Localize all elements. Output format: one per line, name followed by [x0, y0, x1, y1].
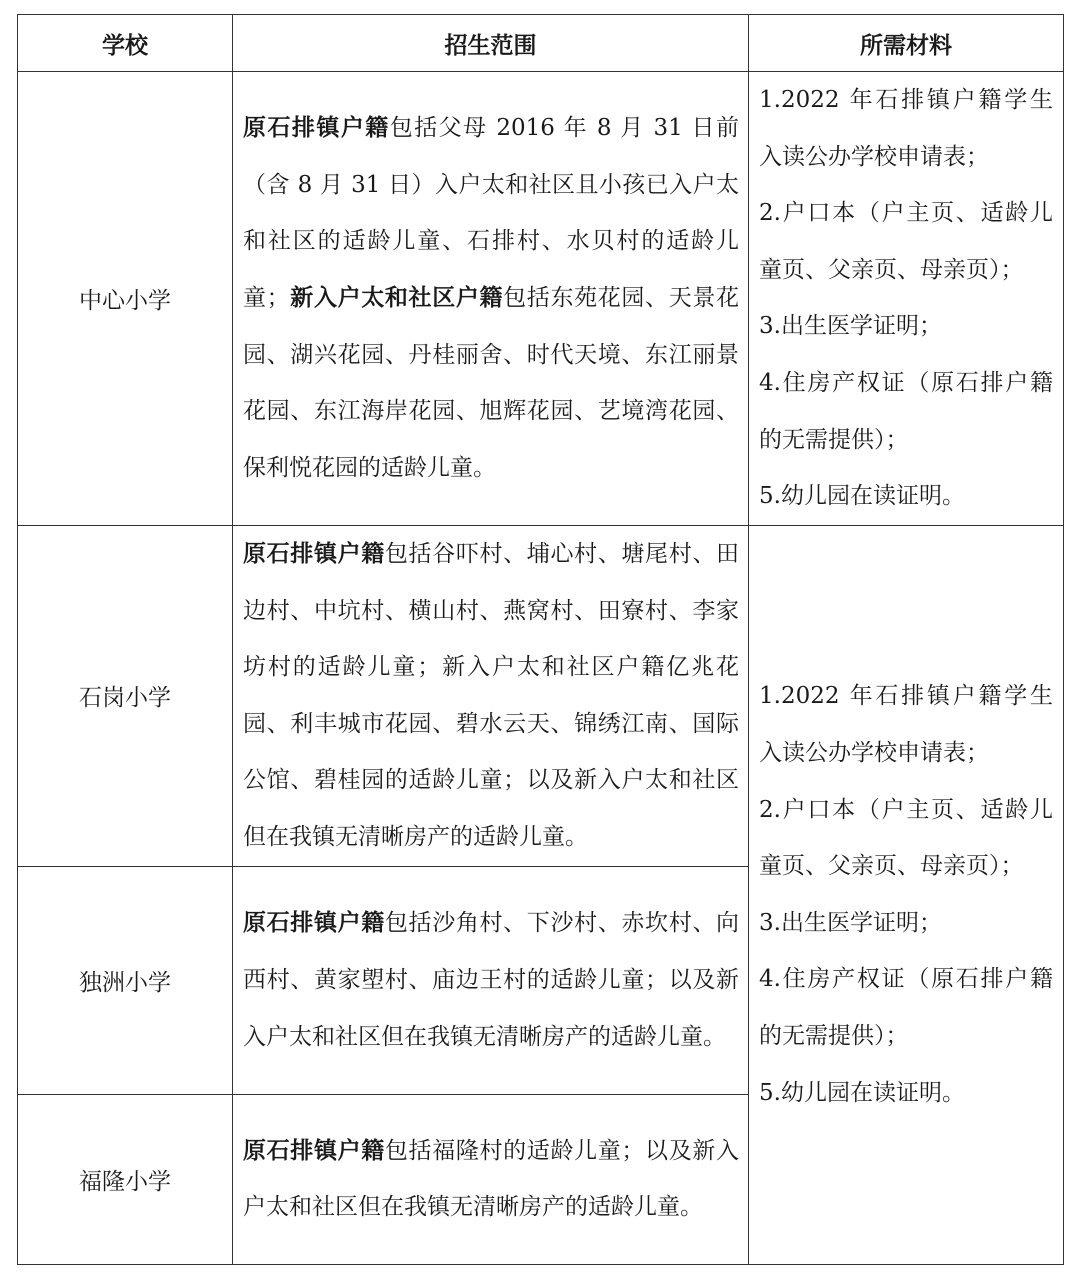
material-item: 4.住房产权证（原石排户籍的无需提供）；	[759, 966, 1053, 1049]
bold-term: 原石排镇户籍	[243, 1136, 385, 1164]
enrollment-range	[233, 525, 749, 866]
material-item: 5.幼儿园在读证明。	[759, 1079, 965, 1106]
enrollment-table	[17, 14, 1064, 1265]
header-range: 招生范围	[233, 15, 749, 72]
school-name: 石岗小学	[18, 525, 233, 866]
material-item: 1.2022 年石排镇户籍学生入读公办学校申请表；	[759, 87, 1053, 170]
enrollment-range	[233, 866, 749, 1094]
bold-term: 原石排镇户籍	[243, 909, 385, 937]
material-item: 3.出生医学证明；	[759, 909, 942, 936]
school-name: 中心小学	[18, 72, 233, 526]
range-text: 包括父母 2016 年 8 月 31 日前（含 8 月 31 日）入户太和社区且小孩已入户太和社区的适龄儿童、石排村、水贝村的适龄儿童；	[243, 115, 739, 312]
materials-cell	[749, 72, 1064, 526]
header-materials: 所需材料	[749, 15, 1064, 72]
enrollment-range	[233, 1094, 749, 1264]
bold-term: 原石排镇户籍	[243, 539, 385, 567]
table-row	[18, 72, 1064, 526]
header-school: 学校	[18, 15, 233, 72]
bold-term: 新入户太和社区户籍	[289, 284, 504, 312]
range-text: 包括东苑花园、天景花园、湖兴花园、丹桂丽舍、时代天境、东江丽景花园、东江海岸花园、旭辉花园、艺境湾花园、保利悦花园的适龄儿童。	[243, 285, 740, 481]
school-name: 福隆小学	[18, 1094, 233, 1264]
table-row	[18, 525, 1064, 866]
material-item: 5.幼儿园在读证明。	[759, 483, 965, 510]
material-item: 3.出生医学证明；	[759, 313, 942, 340]
table-header-row	[18, 15, 1064, 72]
material-item: 2.户口本（户主页、适龄儿童页、父亲页、母亲页）；	[759, 200, 1053, 283]
material-item: 1.2022 年石排镇户籍学生入读公办学校申请表；	[759, 683, 1053, 766]
school-name: 独洲小学	[18, 866, 233, 1094]
material-item: 2.户口本（户主页、适龄儿童页、父亲页、母亲页）；	[759, 796, 1053, 880]
material-item: 4.住房产权证（原石排户籍的无需提供）；	[759, 369, 1053, 453]
enrollment-range	[233, 72, 749, 526]
range-text: 包括沙角村、下沙村、赤坎村、向西村、黄家塱村、庙边王村的适龄儿童；以及新入户太和社区但在我镇无清晰房产的适龄儿童。	[243, 910, 740, 1050]
materials-cell	[749, 525, 1064, 1264]
bold-term: 原石排镇户籍	[243, 114, 390, 142]
range-text: 包括谷吓村、埔心村、塘尾村、田边村、中坑村、横山村、燕窝村、田寮村、李家坊村的适龄儿童；新入户太和社区户籍亿兆花园、利丰城市花园、碧水云天、锦绣江南、国际公馆、碧桂园的适龄儿童；以及新入户太和社区但在我镇无清晰房产的适龄儿童。	[243, 540, 740, 850]
range-text: 包括福隆村的适龄儿童；以及新入户太和社区但在我镇无清晰房产的适龄儿童。	[243, 1137, 740, 1221]
